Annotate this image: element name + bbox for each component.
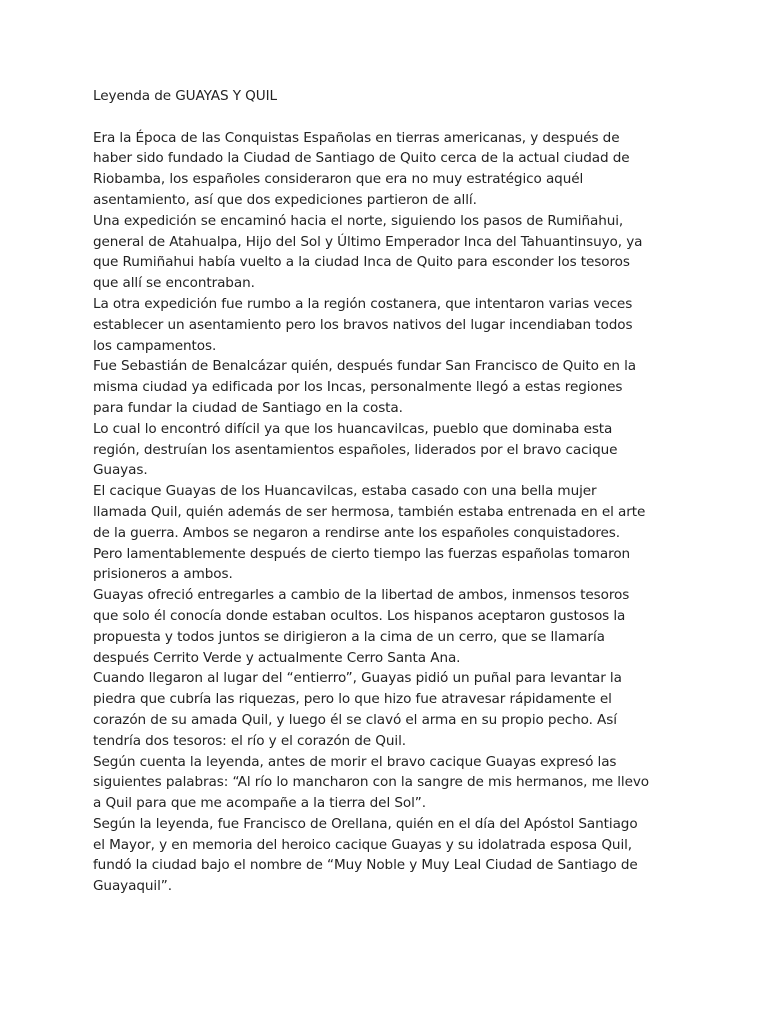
- paragraph-7: Pero lamentablemente después de cierto tiempo las fuerzas españolas tomaron prisioneros a ambos.: [93, 545, 631, 583]
- paragraph-11: Según la leyenda, fue Francisco de Orellana, quién en el día del Apóstol Santiago el Mayor, y en memoria del heroico cacique Guayas y su idolatrada esposa Quil, fundó la ciudad bajo el nombre de “Muy Noble y Muy Leal Ciudad de Santiago de Guayaquil”.: [93, 815, 638, 895]
- paragraph-8: Guayas ofreció entregarles a cambio de la libertad de ambos, inmensos tesoros que solo él conocía donde estaban ocultos. Los hispanos aceptaron gustosos la propuesta y todos juntos se dirigieron a la cima de un cerro, que se llamaría después Cerrito Verde y actualmente Cerro Santa Ana.: [93, 587, 630, 666]
- paragraph-2: Una expedición se encaminó hacia el norte, siguiendo los pasos de Rumiñahui, general de Atahualpa, Hijo del Sol y Último Emperador Inca del Tahuantinsuyo, ya que Rumiñahui había vuelto a la ciudad Inca de Quito para esconder los tesoros que allí se encontraban.: [93, 212, 643, 292]
- paragraph-1: Era la Época de las Conquistas Españolas en tierras americanas, y después de haber sido fundado la Ciudad de Santiago de Quito cerca de la actual ciudad de Riobamba, los españoles consideraron que era no muy estratégico aquél asentamiento, así que dos expediciones partieron de allí.: [93, 129, 630, 208]
- paragraph-9: Cuando llegaron al lugar del “entierro”, Guayas pidió un puñal para levantar la piedra que cubría las riquezas, pero lo que hizo fue atravesar rápidamente el corazón de su amada Quil, y luego él se clavó el arma en su propio pecho. Así tendría dos tesoros: el río y el corazón de Quil.: [93, 670, 622, 749]
- title-spacer: [93, 107, 653, 128]
- paragraph-6: El cacique Guayas de los Huancavilcas, estaba casado con una bella mujer llamada Quil, quién además de ser hermosa, también estaba entrenada en el arte de la guerra. Ambos se negaron a rendirse ante los españoles conquistadores.: [93, 483, 646, 541]
- paragraph-5: Lo cual lo encontró difícil ya que los huancavilcas, pueblo que dominaba esta región, destruían los asentamientos españoles, liderados por el bravo cacique Guayas.: [93, 420, 618, 479]
- document-title: Leyenda de GUAYAS Y QUIL: [93, 88, 277, 104]
- document-body: [93, 86, 653, 897]
- paragraph-3: La otra expedición fue rumbo a la región costanera, que intentaron varias veces establecer un asentamiento pero los bravos nativos del lugar incendiaban todos los campamentos.: [93, 295, 633, 354]
- paragraph-4: Fue Sebastián de Benalcázar quién, después fundar San Francisco de Quito en la misma ciudad ya edificada por los Incas, personalmente llegó a estas regiones para fundar la ciudad de Santiago en la costa.: [93, 358, 636, 416]
- paragraph-10: Según cuenta la leyenda, antes de morir el bravo cacique Guayas expresó las siguientes palabras: “Al río lo mancharon con la sangre de mis hermanos, me llevo a Quil para que me acompañe a la tierra del Sol”.: [93, 753, 649, 812]
